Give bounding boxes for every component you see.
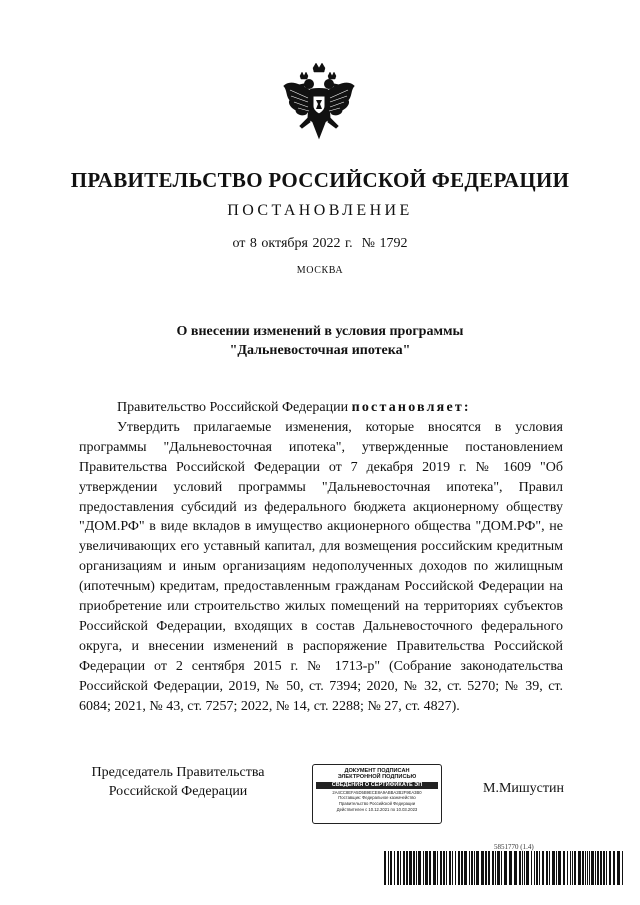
signatory-name: М.Мишустин: [483, 781, 564, 796]
document-city: МОСКВА: [296, 265, 344, 276]
barcode-bar: [546, 851, 548, 885]
barcode-bar: [471, 851, 473, 885]
barcode-bar: [433, 851, 436, 885]
barcode-bar: [558, 851, 561, 885]
barcode-bar: [418, 851, 421, 885]
barcode-bar: [595, 851, 596, 885]
coat-of-arms-emblem: [282, 62, 356, 146]
barcode-bar: [567, 851, 568, 885]
document-subject: [0, 322, 640, 360]
barcode-bar: [504, 851, 507, 885]
barcode: [384, 851, 624, 885]
barcode-bar: [582, 851, 584, 885]
barcode-bar: [606, 851, 607, 885]
barcode-bar: [400, 851, 401, 885]
stamp-certificate-banner: СВЕДЕНИЯ О СЕРТИФИКАТЕ ЭП: [316, 782, 438, 789]
barcode-bar: [413, 851, 415, 885]
barcode-bar: [443, 851, 445, 885]
position-line-2: Российской Федерации: [108, 784, 248, 799]
barcode-bar: [524, 851, 525, 885]
barcode-bar: [416, 851, 417, 885]
stamp-owner: Правительство Российской Федерации: [338, 801, 416, 806]
document-type: ПОСТАНОВЛЕНИЕ: [227, 202, 413, 219]
barcode-bar: [469, 851, 470, 885]
barcode-bar: [495, 851, 496, 885]
stamp-issuer: Поставщик: Федеральное казначейство: [338, 795, 416, 801]
government-title: ПРАВИТЕЛЬСТВО РОССИЙСКОЙ ФЕДЕРАЦИИ: [70, 168, 570, 192]
barcode-bar: [409, 851, 412, 885]
stamp-title: [313, 768, 441, 781]
barcode-bar: [570, 851, 571, 885]
barcode-bar: [394, 851, 395, 885]
barcode-bar: [563, 851, 565, 885]
barcode-bar: [509, 851, 512, 885]
intro-text: Правительство Российской Федерации: [117, 400, 352, 415]
barcode-bar: [481, 851, 484, 885]
barcode-bar: [384, 851, 386, 885]
barcode-bar: [497, 851, 500, 885]
barcode-bar: [572, 851, 573, 885]
barcode-bar: [578, 851, 581, 885]
barcode-bar: [461, 851, 463, 885]
barcode-bar: [488, 851, 490, 885]
barcode-bar: [519, 851, 521, 885]
barcode-bar: [600, 851, 602, 885]
barcode-bar: [603, 851, 605, 885]
barcode-bar: [423, 851, 424, 885]
intro-paragraph: [79, 398, 563, 418]
subject-line-1: О внесении изменений в условия программы: [176, 324, 464, 339]
stamp-validity: Действителен с 10.12.2021 по 10.03.2023: [336, 806, 418, 812]
subject-line-2: "Дальневосточная ипотека": [229, 343, 411, 358]
barcode-bar: [539, 851, 540, 885]
barcode-bar: [549, 851, 550, 885]
barcode-bar: [587, 851, 588, 885]
barcode-bar: [429, 851, 431, 885]
signatory-position: [78, 763, 278, 801]
barcode-bar: [476, 851, 479, 885]
barcode-bar: [522, 851, 523, 885]
barcode-bar: [589, 851, 590, 885]
barcode-bar: [574, 851, 576, 885]
barcode-bar: [458, 851, 460, 885]
barcode-bar: [485, 851, 487, 885]
electronic-signature-stamp: [312, 764, 442, 824]
barcode-bar: [617, 851, 620, 885]
barcode-bar: [390, 851, 392, 885]
barcode-bar: [449, 851, 451, 885]
barcode-bar: [531, 851, 532, 885]
position-line-1: Председатель Правительства: [91, 765, 265, 780]
barcode-bar: [403, 851, 405, 885]
stamp-title-line-2: ЭЛЕКТРОННОЙ ПОДПИСЬЮ: [337, 774, 417, 781]
barcode-bar: [536, 851, 538, 885]
barcode-bar: [464, 851, 467, 885]
stamp-title-line-1: ДОКУМЕНТ ПОДПИСАН: [344, 768, 410, 774]
barcode-bar: [622, 851, 623, 885]
document-body: [79, 398, 563, 717]
barcode-bar: [585, 851, 586, 885]
barcode-bar: [542, 851, 544, 885]
barcode-bar: [388, 851, 389, 885]
barcode-bar: [597, 851, 599, 885]
barcode-bar: [526, 851, 529, 885]
barcode-bar: [440, 851, 442, 885]
decree-word: постановляет:: [351, 400, 471, 415]
barcode-bar: [613, 851, 615, 885]
stamp-serial: 2A4CC8EFA5D5B9ECE8A9ABBA2B2F9EA3B0: [332, 789, 422, 795]
barcode-bar: [552, 851, 555, 885]
barcode-bar: [437, 851, 438, 885]
barcode-bar: [406, 851, 408, 885]
barcode-bar: [446, 851, 447, 885]
barcode-bar: [501, 851, 502, 885]
barcode-bar: [492, 851, 494, 885]
barcode-bar: [556, 851, 557, 885]
main-paragraph: Утвердить прилагаемые изменения, которые вносятся в условия программы "Дальневосточная ипотека", утвержденные постановлением Правительства Российской Федерации от 7 декабря 2019 г. № 1609 "Об утверждении условий программы "Дальневосточная ипотека", Правил предоставления субсидий из федерального бюджета акционерному обществу "ДОМ.РФ" в виде вкладов в имущество акционерного общества "ДОМ.РФ", не увеличивающих его уставный капитал, для возмещения российским кредитным организациям и иным организациям недополученных доходов по жилищным (ипотечным) кредитам, предоставленным гражданам Российской Федерации на приобретение или строительство жилых помещений на территориях субъектов Российской Федерации, входящих в состав Дальневосточного федерального округа, и внесении изменений в распоряжение Правительства Российской Федерации от 2 сентября 2015 г. № 1713-р" (Собрание законодательства Российской Федерации, 2019, № 50, ст. 7394; 2020, № 32, ст. 5270; № 39, ст. 6084; 2021, № 43, ст. 7257; 2022, № 14, ст. 2288; № 27, ст. 4827).: [79, 419, 563, 714]
barcode-bar: [474, 851, 475, 885]
barcode-bar: [425, 851, 428, 885]
barcode-bar: [452, 851, 453, 885]
barcode-bar: [609, 851, 611, 885]
barcode-bar: [534, 851, 535, 885]
document-code: 5851770 (1.4): [494, 843, 534, 851]
document-date-number: от 8 октября 2022 г. № 1792: [232, 236, 408, 251]
barcode-bar: [591, 851, 594, 885]
barcode-bar: [514, 851, 517, 885]
barcode-bar: [397, 851, 399, 885]
barcode-bar: [455, 851, 456, 885]
